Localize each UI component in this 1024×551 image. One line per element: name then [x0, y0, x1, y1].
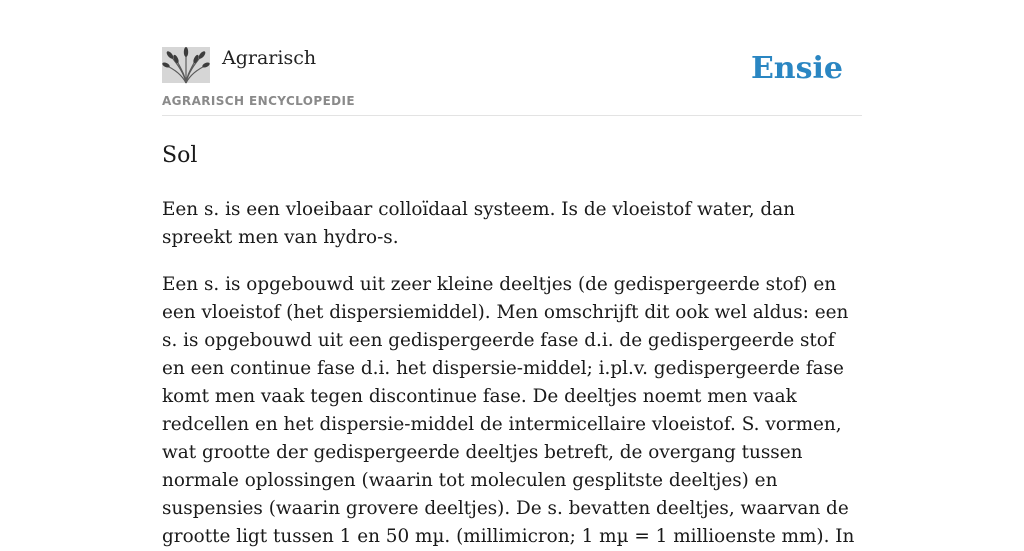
source-title[interactable]: Agrarisch: [222, 47, 317, 69]
wheat-sheaf-icon-graphic: [162, 47, 210, 83]
source-subtitle: AGRARISCH ENCYCLOPEDIE: [162, 94, 355, 108]
article-title: Sol: [162, 143, 198, 168]
wheat-sheaf-icon[interactable]: [162, 47, 210, 83]
brand-logo[interactable]: Ensie: [750, 51, 843, 86]
page: [162, 0, 862, 551]
article-paragraph: Een s. is opgebouwd uit zeer kleine deeltjes (de gedispergeerde stof) en een vloeistof (het dispersiemiddel). Men omschrijft dit ook wel aldus: een s. is opgebouwd uit een gedispergeerde fase d.i. de gedispergeerde stof en een continue fase d.i. het dispersie-middel; i.pl.v. gedispergeerde fase komt men vaak tegen discontinue fase. De deeltjes noemt men vaak redcellen en het dispersie-middel de intermicellaire vloeistof. S. vormen, wat grootte der gedispergeerde deeltjes betreft, de overgang tussen normale oplossingen (waarin tot moleculen gesplitste deeltjes) en suspensies (waarin grovere deeltjes). De s. bevatten deeltjes, waarvan de grootte ligt tussen 1 en 50 mµ. (millimicron; 1 mµ = 1 millioenste mm). In: [162, 274, 855, 547]
article-paragraph: Een s. is een vloeibaar colloïdaal systeem. Is de vloeistof water, dan spreekt men van hydro-s.: [162, 199, 796, 248]
header: [162, 0, 862, 116]
